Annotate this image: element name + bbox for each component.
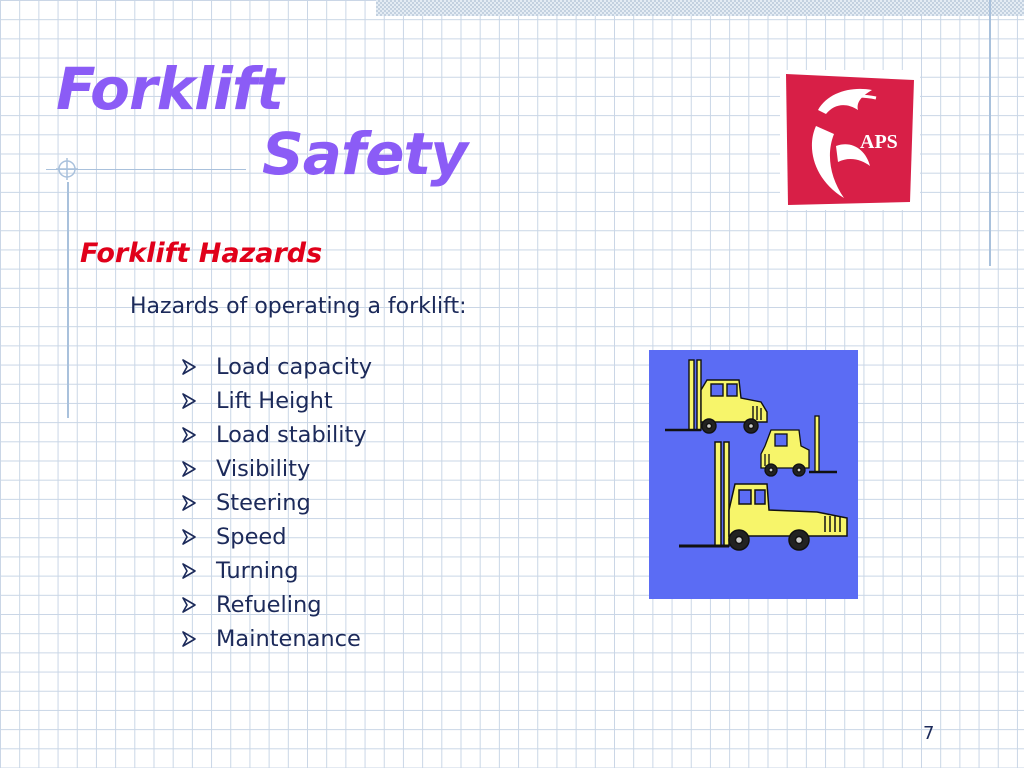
list-item: [182, 452, 372, 486]
list-item: [182, 588, 372, 622]
intro-text: Hazards of operating a forklift:: [130, 294, 467, 319]
hazard-label: Maintenance: [216, 625, 361, 652]
hazard-label: Lift Height: [216, 387, 333, 414]
top-pattern-band: [376, 0, 1024, 16]
arrow-bullet-icon: [182, 495, 196, 511]
list-item: [182, 486, 372, 520]
hazard-label: Visibility: [216, 455, 311, 482]
aps-logo: [780, 70, 920, 210]
list-item: [182, 384, 372, 418]
list-item: [182, 350, 372, 384]
list-item: [182, 554, 372, 588]
arrow-bullet-icon: [182, 359, 196, 375]
arrow-bullet-icon: [182, 563, 196, 579]
arrow-bullet-icon: [182, 631, 196, 647]
crosshair-icon: [56, 158, 78, 180]
hazard-label: Turning: [216, 557, 299, 584]
hazard-list: [182, 350, 372, 656]
arrow-bullet-icon: [182, 461, 196, 477]
list-item: [182, 622, 372, 656]
arrow-bullet-icon: [182, 393, 196, 409]
hazard-label: Load stability: [216, 421, 367, 448]
forklift-illustration: [649, 350, 858, 599]
hazard-label: Speed: [216, 523, 287, 550]
arrow-bullet-icon: [182, 597, 196, 613]
list-item: [182, 520, 372, 554]
title-forklift: Forklift: [56, 55, 283, 123]
hazard-label: Refueling: [216, 591, 322, 618]
decorative-line-left: [67, 182, 69, 418]
page-number: 7: [923, 723, 935, 744]
decorative-line-right: [989, 0, 991, 266]
logo-text: APS: [860, 131, 898, 153]
section-heading: Forklift Hazards: [80, 238, 323, 269]
hazard-label: Steering: [216, 489, 311, 516]
arrow-bullet-icon: [182, 427, 196, 443]
list-item: [182, 418, 372, 452]
hazard-label: Load capacity: [216, 353, 373, 380]
arrow-bullet-icon: [182, 529, 196, 545]
title-safety: Safety: [262, 120, 468, 188]
